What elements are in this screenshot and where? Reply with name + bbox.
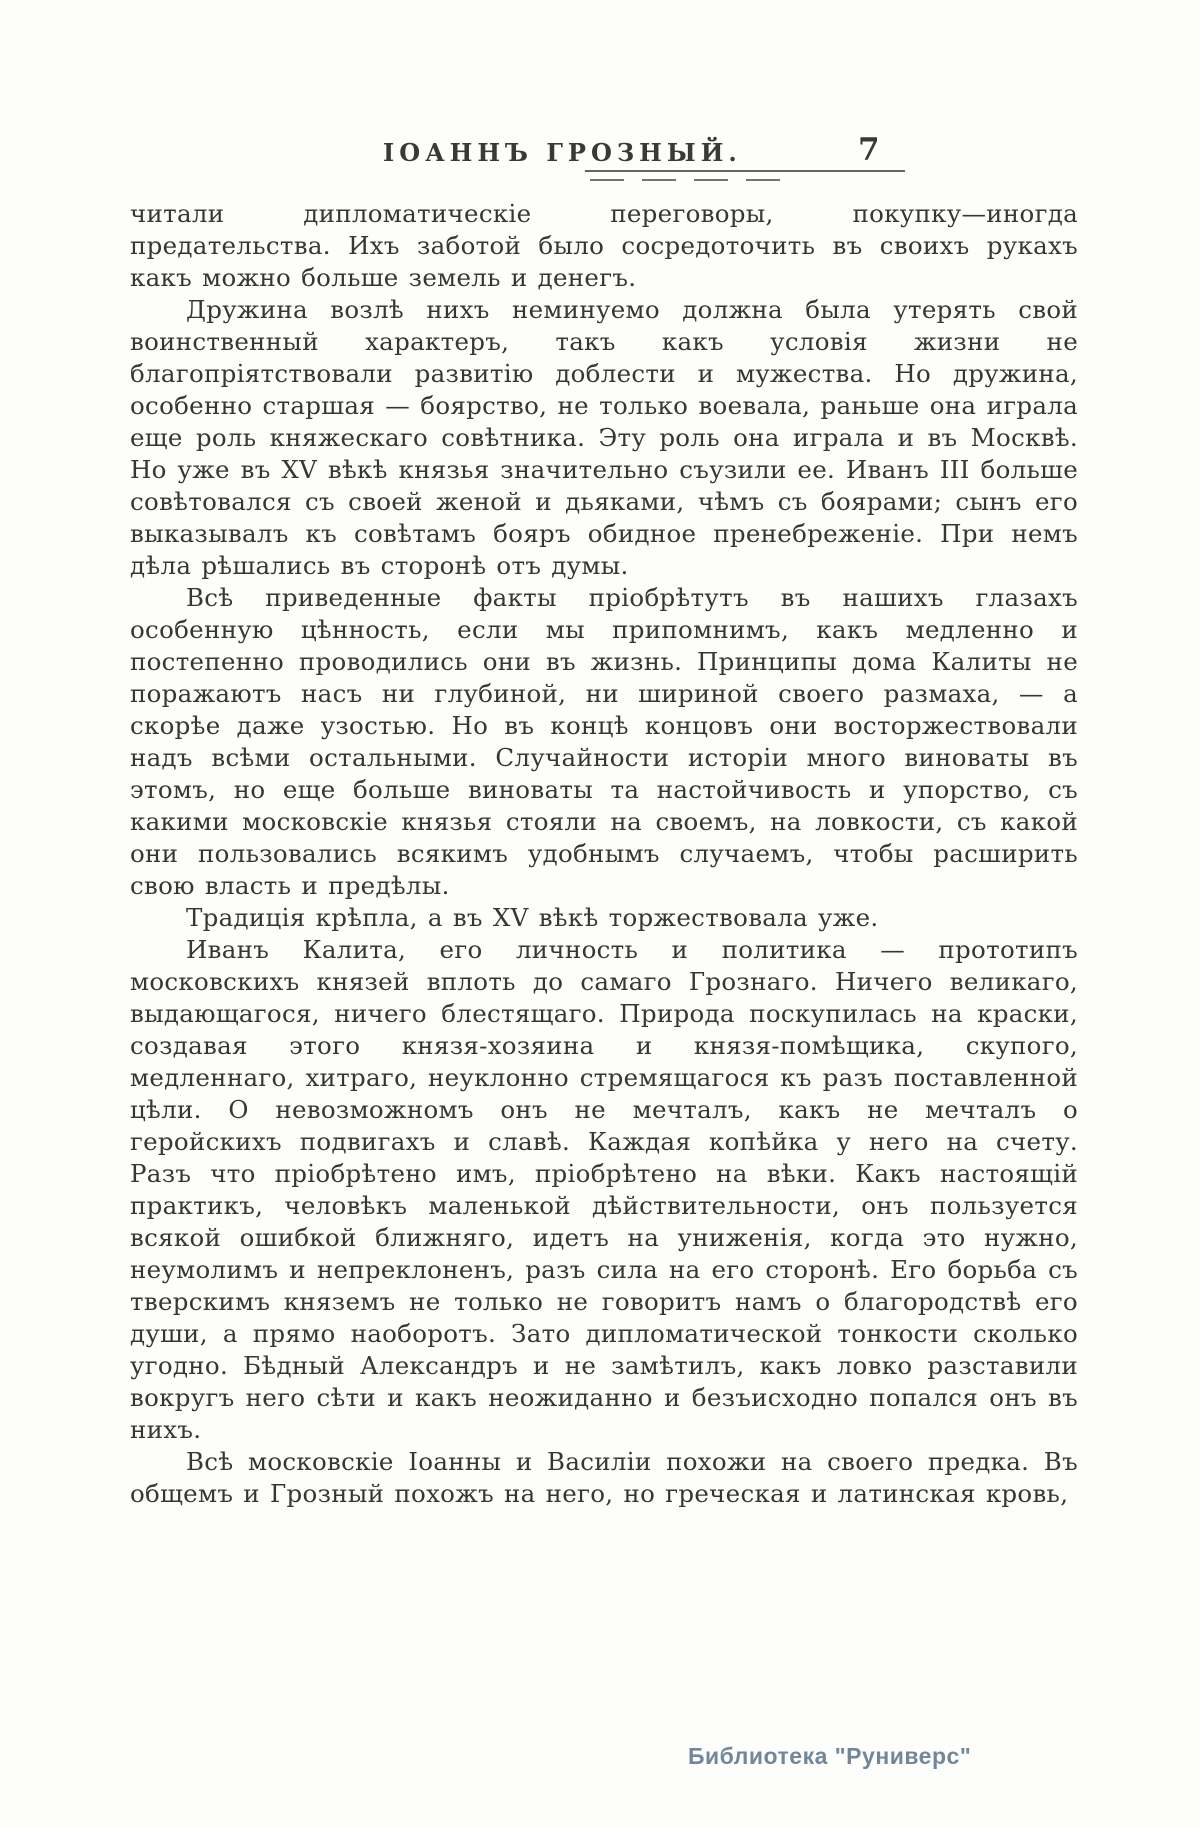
watermark: Библиотека "Руниверс"	[688, 1743, 972, 1769]
paragraph: Традиція крѣпла, а въ XV вѣкѣ торжествовала уже.	[186, 903, 879, 932]
page-header	[0, 132, 1200, 178]
paragraph: Всѣ московскіе Іоанны и Василіи похожи на своего предка. Въ общемъ и Грозный похожъ на него, но греческая и латинская кровь,	[130, 1447, 1078, 1508]
running-title: ІОАННЪ ГРОЗНЫЙ.	[383, 138, 742, 167]
paragraph: читали дипломатическіе переговоры, покупку—иногда предательства. Ихъ заботой было сосредоточить въ своихъ рукахъ какъ можно больше земель и денегъ.	[130, 199, 1078, 292]
page-number: 7	[858, 132, 880, 168]
paragraph: Иванъ Калита, его личность и политика — прототипъ московскихъ князей вплоть до самаго Грознаго. Ничего великаго, выдающагося, ничего блестящаго. Природа поскупилась на краски, создавая этого князя-хозяина и князя-помѣщика, скупого, медленнаго, хитраго, неуклонно стремящагося къ разъ поставленной цѣли. О невозможномъ онъ не мечталъ, какъ не мечталъ о геройскихъ подвигахъ и славѣ. Каждая копѣйка у него на счету. Разъ что пріобрѣтено имъ, пріобрѣтено на вѣки. Какъ настоящій практикъ, человѣкъ маленькой дѣйствительности, онъ пользуется всякой ошибкой ближняго, идетъ на униженія, когда это нужно, неумолимъ и непреклоненъ, разъ сила на его сторонѣ. Его борьба съ тверскимъ княземъ не только не говоритъ намъ о благородствѣ его души, а прямо наоборотъ. Зато дипломатической тонкости сколько угодно. Бѣдный Александръ и не замѣтилъ, какъ ловко разставили вокругъ него сѣти и какъ неожиданно и безъисходно попался онъ въ нихъ.	[130, 935, 1078, 1444]
header-rule-dashes	[590, 179, 785, 181]
header-rule-line	[585, 170, 905, 172]
page-body	[130, 198, 1078, 1510]
paragraph: Дружина возлѣ нихъ неминуемо должна была утерять свой воинственный характеръ, такъ какъ условія жизни не благопріятствовали развитію доблести и мужества. Но дружина, особенно старшая — боярство, не только воевала, раньше она играла еще роль княжескаго совѣтника. Эту роль она играла и въ Москвѣ. Но уже въ XV вѣкѣ князья значительно съузили ее. Иванъ III больше совѣтовался съ своей женой и дьяками, чѣмъ съ боярами; сынъ его выказывалъ къ совѣтамъ бояръ обидное пренебреженіе. При немъ дѣла рѣшались въ сторонѣ отъ думы.	[130, 295, 1078, 580]
paragraph: Всѣ приведенные факты пріобрѣтутъ въ нашихъ глазахъ особенную цѣнность, если мы припомнимъ, какъ медленно и постепенно проводились они въ жизнь. Принципы дома Калиты не поражаютъ насъ ни глубиной, ни шириной своего размаха, — а скорѣе даже узостью. Но въ концѣ концовъ они восторжествовали надъ всѣми остальными. Случайности исторіи много виноваты въ этомъ, но еще больше виноваты та настойчивость и упорство, съ какими московскіе князья стояли на своемъ, на ловкости, съ какой они пользовались всякимъ удобнымъ случаемъ, чтобы расширить свою власть и предѣлы.	[130, 583, 1078, 900]
